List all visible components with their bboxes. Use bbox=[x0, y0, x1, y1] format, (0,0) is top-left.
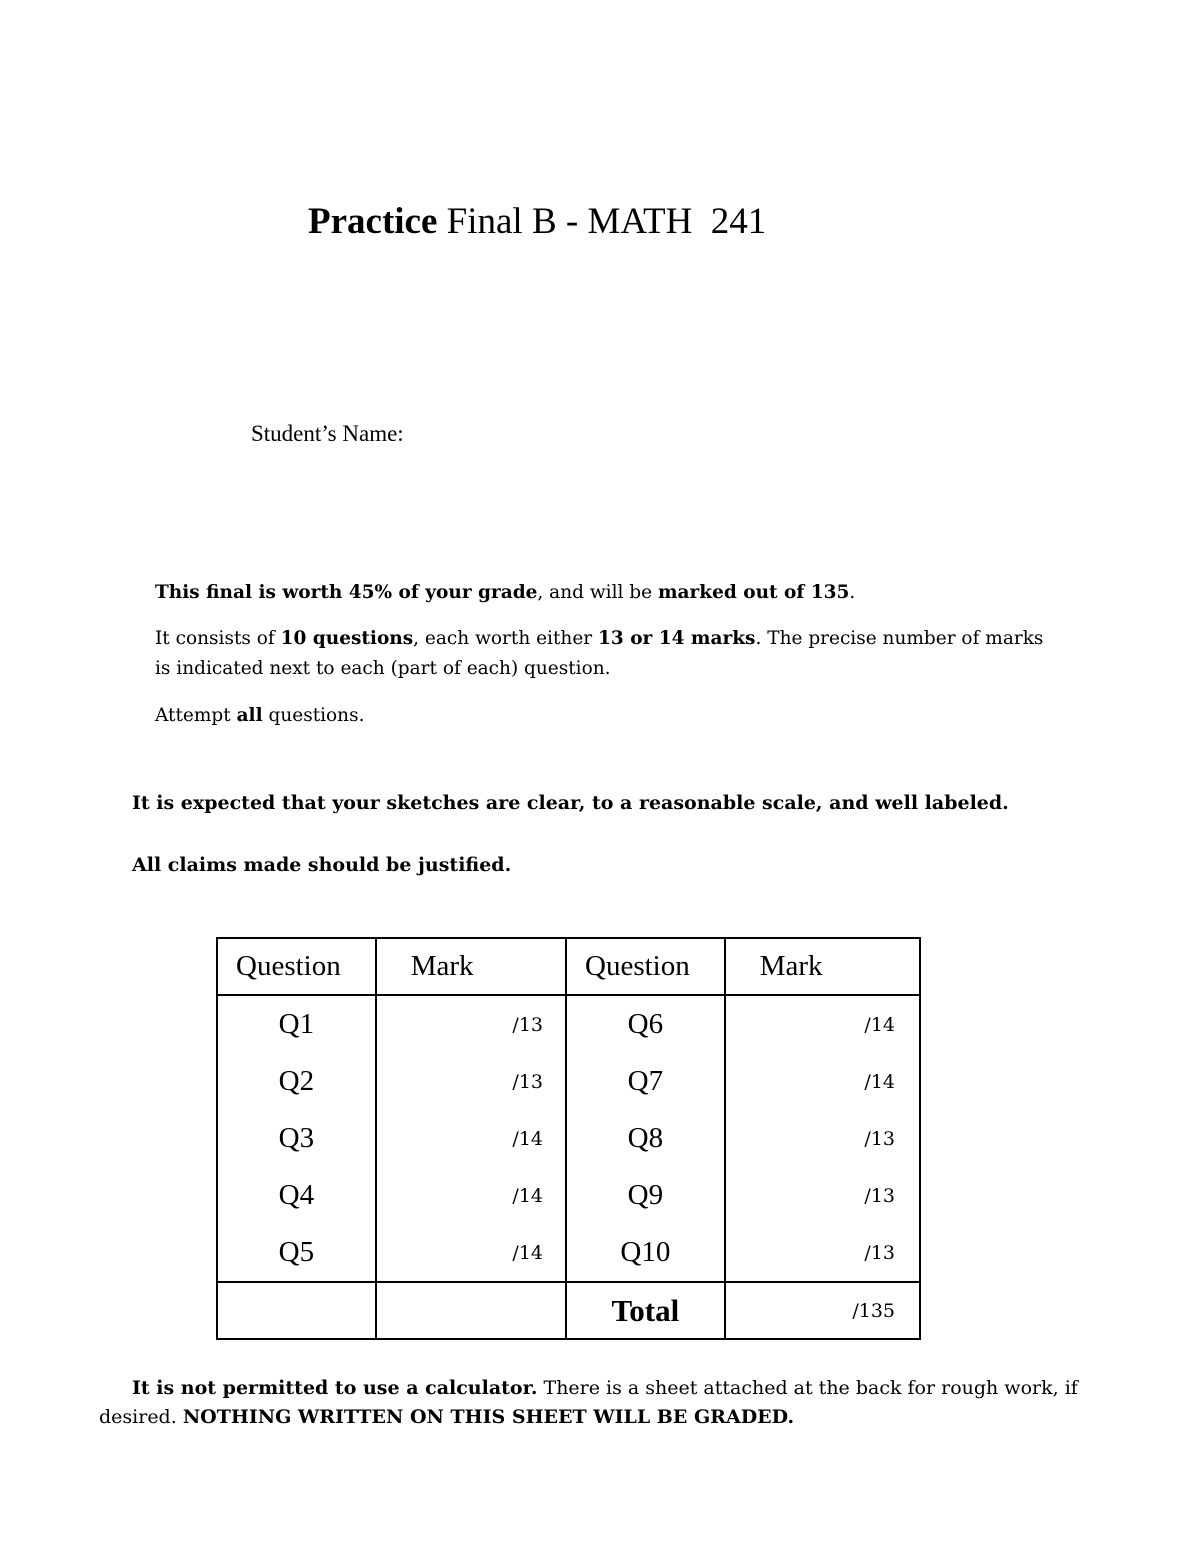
claims-justified: All claims made should be justified. bbox=[132, 854, 512, 876]
attempt-line bbox=[155, 701, 364, 731]
table-row bbox=[217, 1110, 920, 1167]
grade-weight-line bbox=[155, 578, 855, 608]
attempt-text2: questions. bbox=[262, 705, 365, 726]
question-cell: Q10 bbox=[566, 1224, 725, 1282]
student-name-label: Student’s Name: bbox=[251, 421, 404, 446]
mark-cell: /14 bbox=[376, 1110, 566, 1167]
page-title bbox=[308, 196, 766, 248]
rough-work-text: There is a sheet attached at the back for rough work, if desired. bbox=[99, 1377, 1084, 1428]
table-row bbox=[217, 1053, 920, 1110]
attempt-text1: Attempt bbox=[155, 705, 237, 726]
question-cell: Q2 bbox=[278, 1065, 315, 1097]
calculator-notice bbox=[99, 1374, 1099, 1432]
mark-cell: /13 bbox=[725, 1110, 920, 1167]
table-row bbox=[217, 995, 920, 1053]
mark-cell: /14 bbox=[725, 995, 920, 1053]
empty-cell bbox=[217, 1282, 376, 1339]
mark-cell: /14 bbox=[376, 1167, 566, 1224]
questions-info-text1: It consists of bbox=[155, 628, 281, 649]
attempt-all-bold: all bbox=[236, 705, 263, 726]
grade-weight-period: . bbox=[849, 582, 856, 603]
grade-weight-text: , and will be bbox=[537, 582, 658, 603]
mark-cell: /13 bbox=[725, 1224, 920, 1282]
question-cell: Q8 bbox=[566, 1110, 725, 1167]
question-cell: Q7 bbox=[566, 1053, 725, 1110]
empty-cell bbox=[376, 1282, 566, 1339]
grade-weight-bold: This final is worth 45% of your grade bbox=[155, 582, 538, 603]
total-row bbox=[217, 1282, 920, 1339]
title-bold: Practice bbox=[308, 201, 438, 242]
marked-out-bold: marked out of 135 bbox=[657, 582, 850, 603]
question-cell: Q3 bbox=[278, 1122, 315, 1154]
mark-cell: /14 bbox=[725, 1053, 920, 1110]
questions-count-bold: 10 questions bbox=[280, 628, 414, 649]
header-question: Question bbox=[217, 938, 376, 995]
marks-table-header bbox=[217, 938, 920, 995]
header-mark: Mark bbox=[376, 938, 566, 995]
mark-cell: /13 bbox=[376, 995, 566, 1053]
question-cell: Q9 bbox=[566, 1167, 725, 1224]
mark-cell: /13 bbox=[376, 1053, 566, 1110]
question-cell: Q6 bbox=[566, 995, 725, 1053]
title-rest: Final B - MATH 241 bbox=[437, 201, 767, 242]
questions-info bbox=[155, 624, 1055, 684]
total-label: Total bbox=[566, 1282, 725, 1339]
sketches-expectation: It is expected that your sketches are clear, to a reasonable scale, and well labeled. bbox=[132, 792, 1009, 814]
not-graded-bold: NOTHING WRITTEN ON THIS SHEET WILL BE GRADED. bbox=[182, 1406, 795, 1428]
total-value: /135 bbox=[725, 1282, 920, 1339]
calculator-bold: It is not permitted to use a calculator. bbox=[132, 1377, 538, 1399]
mark-cell: /13 bbox=[725, 1167, 920, 1224]
marks-table bbox=[216, 937, 921, 1340]
header-question-2: Question bbox=[566, 938, 725, 995]
questions-info-text2: , each worth either bbox=[413, 628, 599, 649]
questions-info-text3: . The precise number of marks is indicated next to each (part of each) question. bbox=[155, 628, 1044, 679]
table-row bbox=[217, 1167, 920, 1224]
question-cell: Q4 bbox=[278, 1179, 315, 1211]
question-cell: Q1 bbox=[278, 1008, 315, 1040]
table-row bbox=[217, 1224, 920, 1282]
header-mark-2: Mark bbox=[725, 938, 920, 995]
marks-range-bold: 13 or 14 marks bbox=[598, 628, 756, 649]
mark-cell: /14 bbox=[376, 1224, 566, 1282]
question-cell: Q5 bbox=[278, 1236, 315, 1268]
